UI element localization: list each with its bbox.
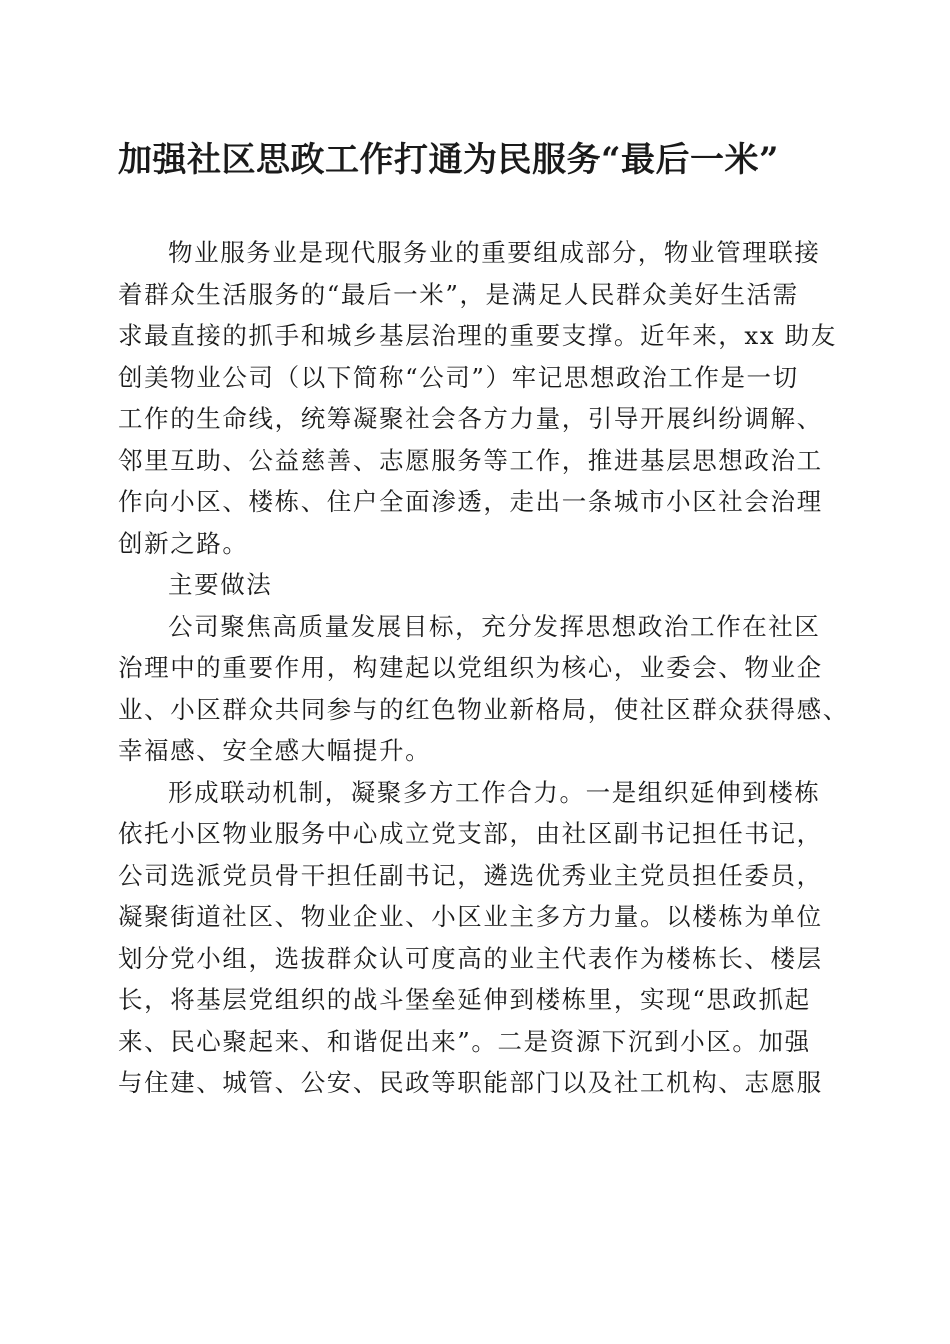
text-line: 公司选派党员骨干担任副书记，遴选优秀业主党员担任委员， <box>118 860 823 890</box>
text-line: 长，将基层党组织的战斗堡垒延伸到楼栋里，实现“思政抓起 <box>118 985 811 1014</box>
text-line: 工作的生命线，统筹凝聚社会各方力量，引导开展纠纷调解、 <box>118 404 823 433</box>
text-line: 治理中的重要作用，构建起以党组织为核心，业委会、物业企 <box>118 653 823 682</box>
text-line: 主要做法 <box>168 570 273 599</box>
text-line: 凝聚街道社区、物业企业、小区业主多方力量。以楼栋为单位 <box>118 902 823 931</box>
text-line: 划分党小组，选拔群众认可度高的业主代表作为楼栋长、楼层 <box>118 943 823 973</box>
text-line: 与住建、城管、公安、民政等职能部门以及社工机构、志愿服 <box>118 1068 823 1097</box>
text-line: 物业服务业是现代服务业的重要组成部分，物业管理联接 <box>168 238 821 267</box>
text-line: 着群众生活服务的“最后一米”，是满足人民群众美好生活需 <box>118 279 799 309</box>
document-title: 加强社区思政工作打通为民服务“最后一米” <box>118 140 780 180</box>
text-line: 形成联动机制，凝聚多方工作合力。一是组织延伸到楼栋 <box>168 777 821 807</box>
text-line: 创新之路。 <box>118 528 249 558</box>
text-line: 依托小区物业服务中心成立党支部，由社区副书记担任书记， <box>118 819 823 848</box>
text-line: 公司聚焦高质量发展目标，充分发挥思想政治工作在社区 <box>168 611 821 641</box>
text-line: 幸福感、安全感大幅提升。 <box>118 736 432 765</box>
text-line: 来、民心聚起来、和谐促出来”。二是资源下沉到小区。加强 <box>118 1026 811 1056</box>
text-line: 创美物业公司（以下简称“公司”）牢记思想政治工作是一切 <box>118 362 799 392</box>
document-body <box>118 232 849 1104</box>
text-line: 邻里互助、公益慈善、志愿服务等工作，推进基层思想政治工 <box>118 445 823 475</box>
text-line: 作向小区、楼栋、住户全面渗透，走出一条城市小区社会治理 <box>118 487 823 516</box>
text-line: 求最直接的抓手和城乡基层治理的重要支撑。近年来，xx 助友 <box>118 321 837 350</box>
text-line: 业、小区群众共同参与的红色物业新格局，使社区群众获得感、 <box>118 694 849 724</box>
